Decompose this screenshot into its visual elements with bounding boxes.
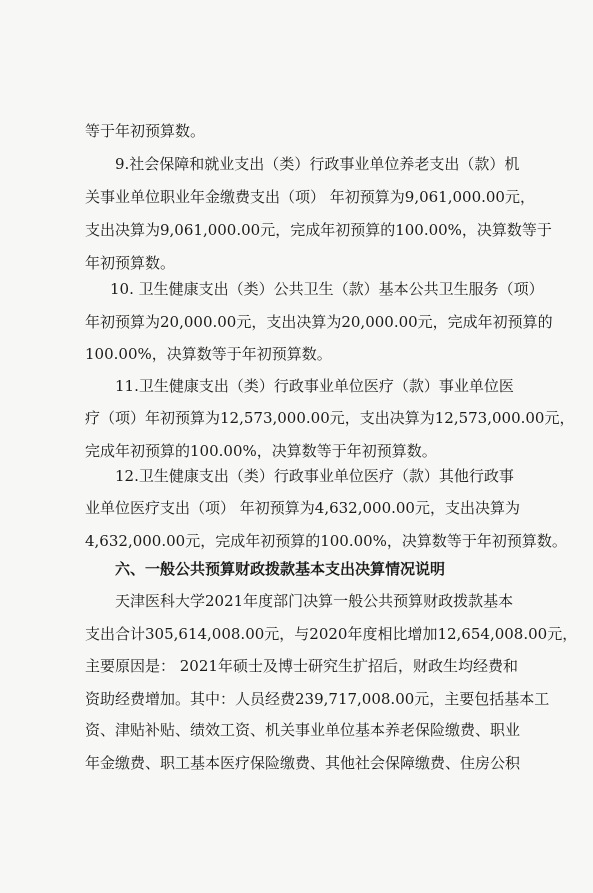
text-line-19: 资助经费增加。其中：人员经费239,717,008.00元，主要包括基本工 <box>85 690 550 708</box>
text-line-18: 主要原因是： 2021年硕士及博士研究生扩招后，财政生均经费和 <box>85 657 518 675</box>
text-line-21: 年金缴费、职工基本医疗保险缴费、其他社会保障缴费、住房公积 <box>85 754 521 772</box>
text-line-7: 年初预算为20,000.00元，支出决算为20,000.00元，完成年初预算的 <box>85 313 553 331</box>
text-line-17: 支出合计305,614,008.00元，与2020年度相比增加12,654,008.00元， <box>85 625 578 643</box>
text-line-14: 4,632,000.00元，完成年初预算的100.00%，决算数等于年初预算数。 <box>85 532 567 550</box>
text-line-1: 等于年初预算数。 <box>85 122 206 140</box>
text-line-5: 年初预算数。 <box>85 254 176 272</box>
text-line-11: 完成年初预算的100.00%，决算数等于年初预算数。 <box>85 442 437 460</box>
text-line-13: 业单位医疗支出（项） 年初预算为4,632,000.00元，支出决算为 <box>85 499 520 517</box>
text-line-8: 100.00%，决算数等于年初预算数。 <box>85 345 332 363</box>
text-line-3: 关事业单位职业年金缴费支出（项） 年初预算为9,061,000.00元， <box>85 188 535 206</box>
text-line-4: 支出决算为9,061,000.00元，完成年初预算的100.00%，决算数等于 <box>85 221 552 239</box>
text-line-6: 10. 卫生健康支出（类）公共卫生（款）基本公共卫生服务（项） <box>110 280 544 298</box>
text-line-9: 11.卫生健康支出（类）行政事业单位医疗（款）事业单位医 <box>115 377 514 395</box>
text-line-10: 疗（项）年初预算为12,573,000.00元，支出决算为12,573,000.00元， <box>85 409 575 427</box>
text-line-20: 资、津贴补贴、绩效工资、机关事业单位基本养老保险缴费、职业 <box>85 721 521 739</box>
section-heading: 六、一般公共预算财政拨款基本支出决算情况说明 <box>115 560 446 578</box>
text-line-2: 9.社会保障和就业支出（类）行政事业单位养老支出（款）机 <box>115 155 520 173</box>
text-line-16: 天津医科大学2021年度部门决算一般公共预算财政拨款基本 <box>115 592 514 610</box>
text-line-12: 12.卫生健康支出（类）行政事业单位医疗（款）其他行政事 <box>115 467 514 485</box>
